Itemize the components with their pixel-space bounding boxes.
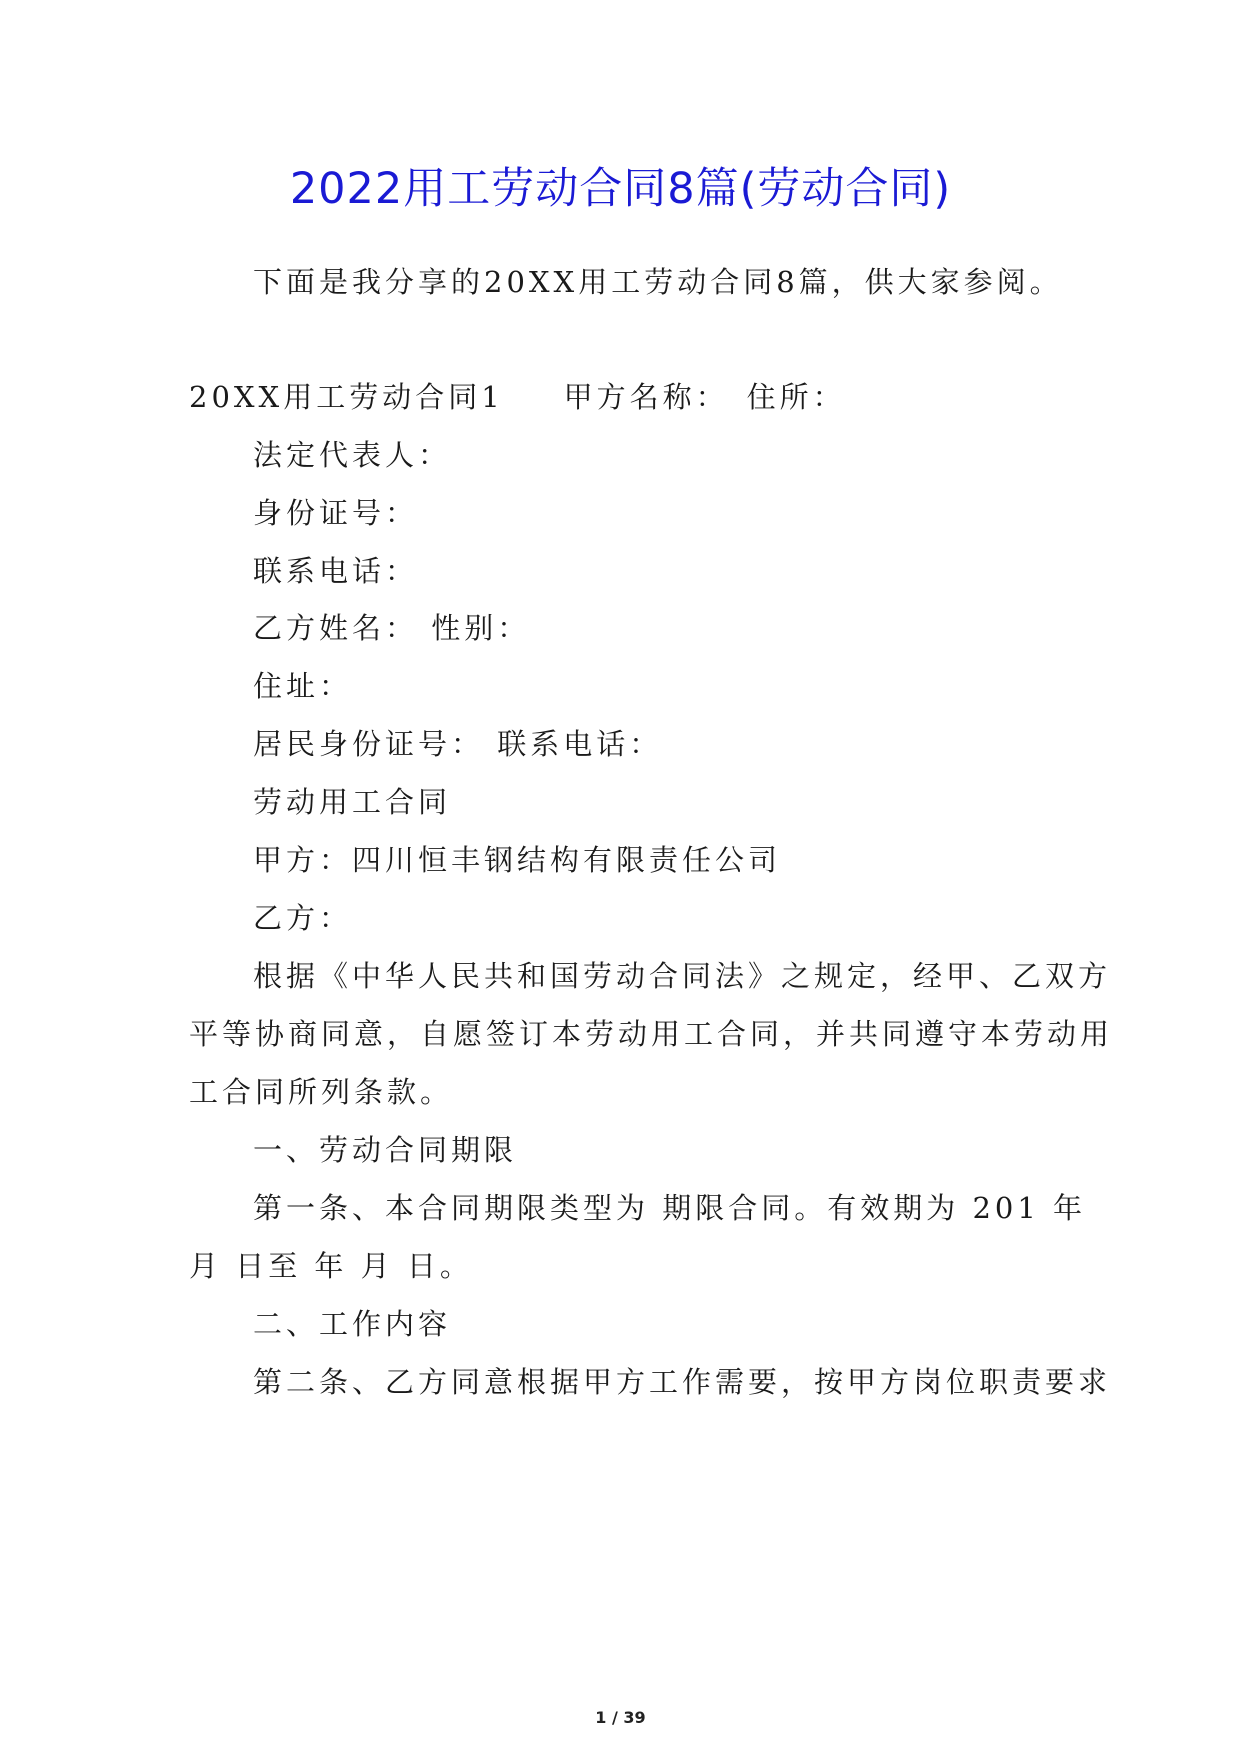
- basis-paragraph-line-3: 工合同所列条款。: [189, 1075, 454, 1109]
- contract-heading: 20XX用工劳动合同1: [189, 380, 504, 414]
- article-1-line-1: 第一条、本合同期限类型为 期限合同。有效期为 201 年: [253, 1191, 1087, 1225]
- id-number-label: 身份证号：: [253, 496, 419, 530]
- section-2-heading: 二、工作内容: [253, 1307, 452, 1341]
- basis-paragraph-line-2: 平等协商同意，自愿签订本劳动用工合同，并共同遵守本劳动用: [189, 1017, 1114, 1051]
- legal-representative-label: 法定代表人：: [253, 438, 452, 472]
- basis-paragraph-line-1: 根据《中华人民共和国劳动合同法》之规定，经甲、乙双方: [253, 959, 1112, 993]
- intro-paragraph: 下面是我分享的20XX用工劳动合同8篇，供大家参阅。: [253, 265, 1063, 299]
- section-1-heading: 一、劳动合同期限: [253, 1133, 518, 1167]
- party-a-address-label: 住所：: [746, 380, 846, 414]
- page-number: 1 / 39: [595, 1708, 646, 1727]
- party-b-line: 乙方：: [253, 901, 353, 935]
- contract-heading-line: [189, 377, 846, 417]
- party-b-name-gender-label: 乙方姓名： 性别：: [253, 611, 531, 645]
- party-a-line: 甲方：四川恒丰钢结构有限责任公司: [253, 843, 782, 877]
- address-label: 住址：: [253, 669, 353, 703]
- party-a-name-label: 甲方名称：: [563, 380, 729, 414]
- phone-label: 联系电话：: [253, 554, 419, 588]
- article-1-line-2: 月 日至 年 月 日。: [189, 1249, 473, 1283]
- article-2-line-1: 第二条、乙方同意根据甲方工作需要，按甲方岗位职责要求: [253, 1365, 1112, 1399]
- resident-id-phone-label: 居民身份证号： 联系电话：: [253, 727, 663, 761]
- document-title: 2022用工劳动合同8篇(劳动合同): [289, 164, 952, 214]
- contract-subtitle: 劳动用工合同: [253, 785, 452, 819]
